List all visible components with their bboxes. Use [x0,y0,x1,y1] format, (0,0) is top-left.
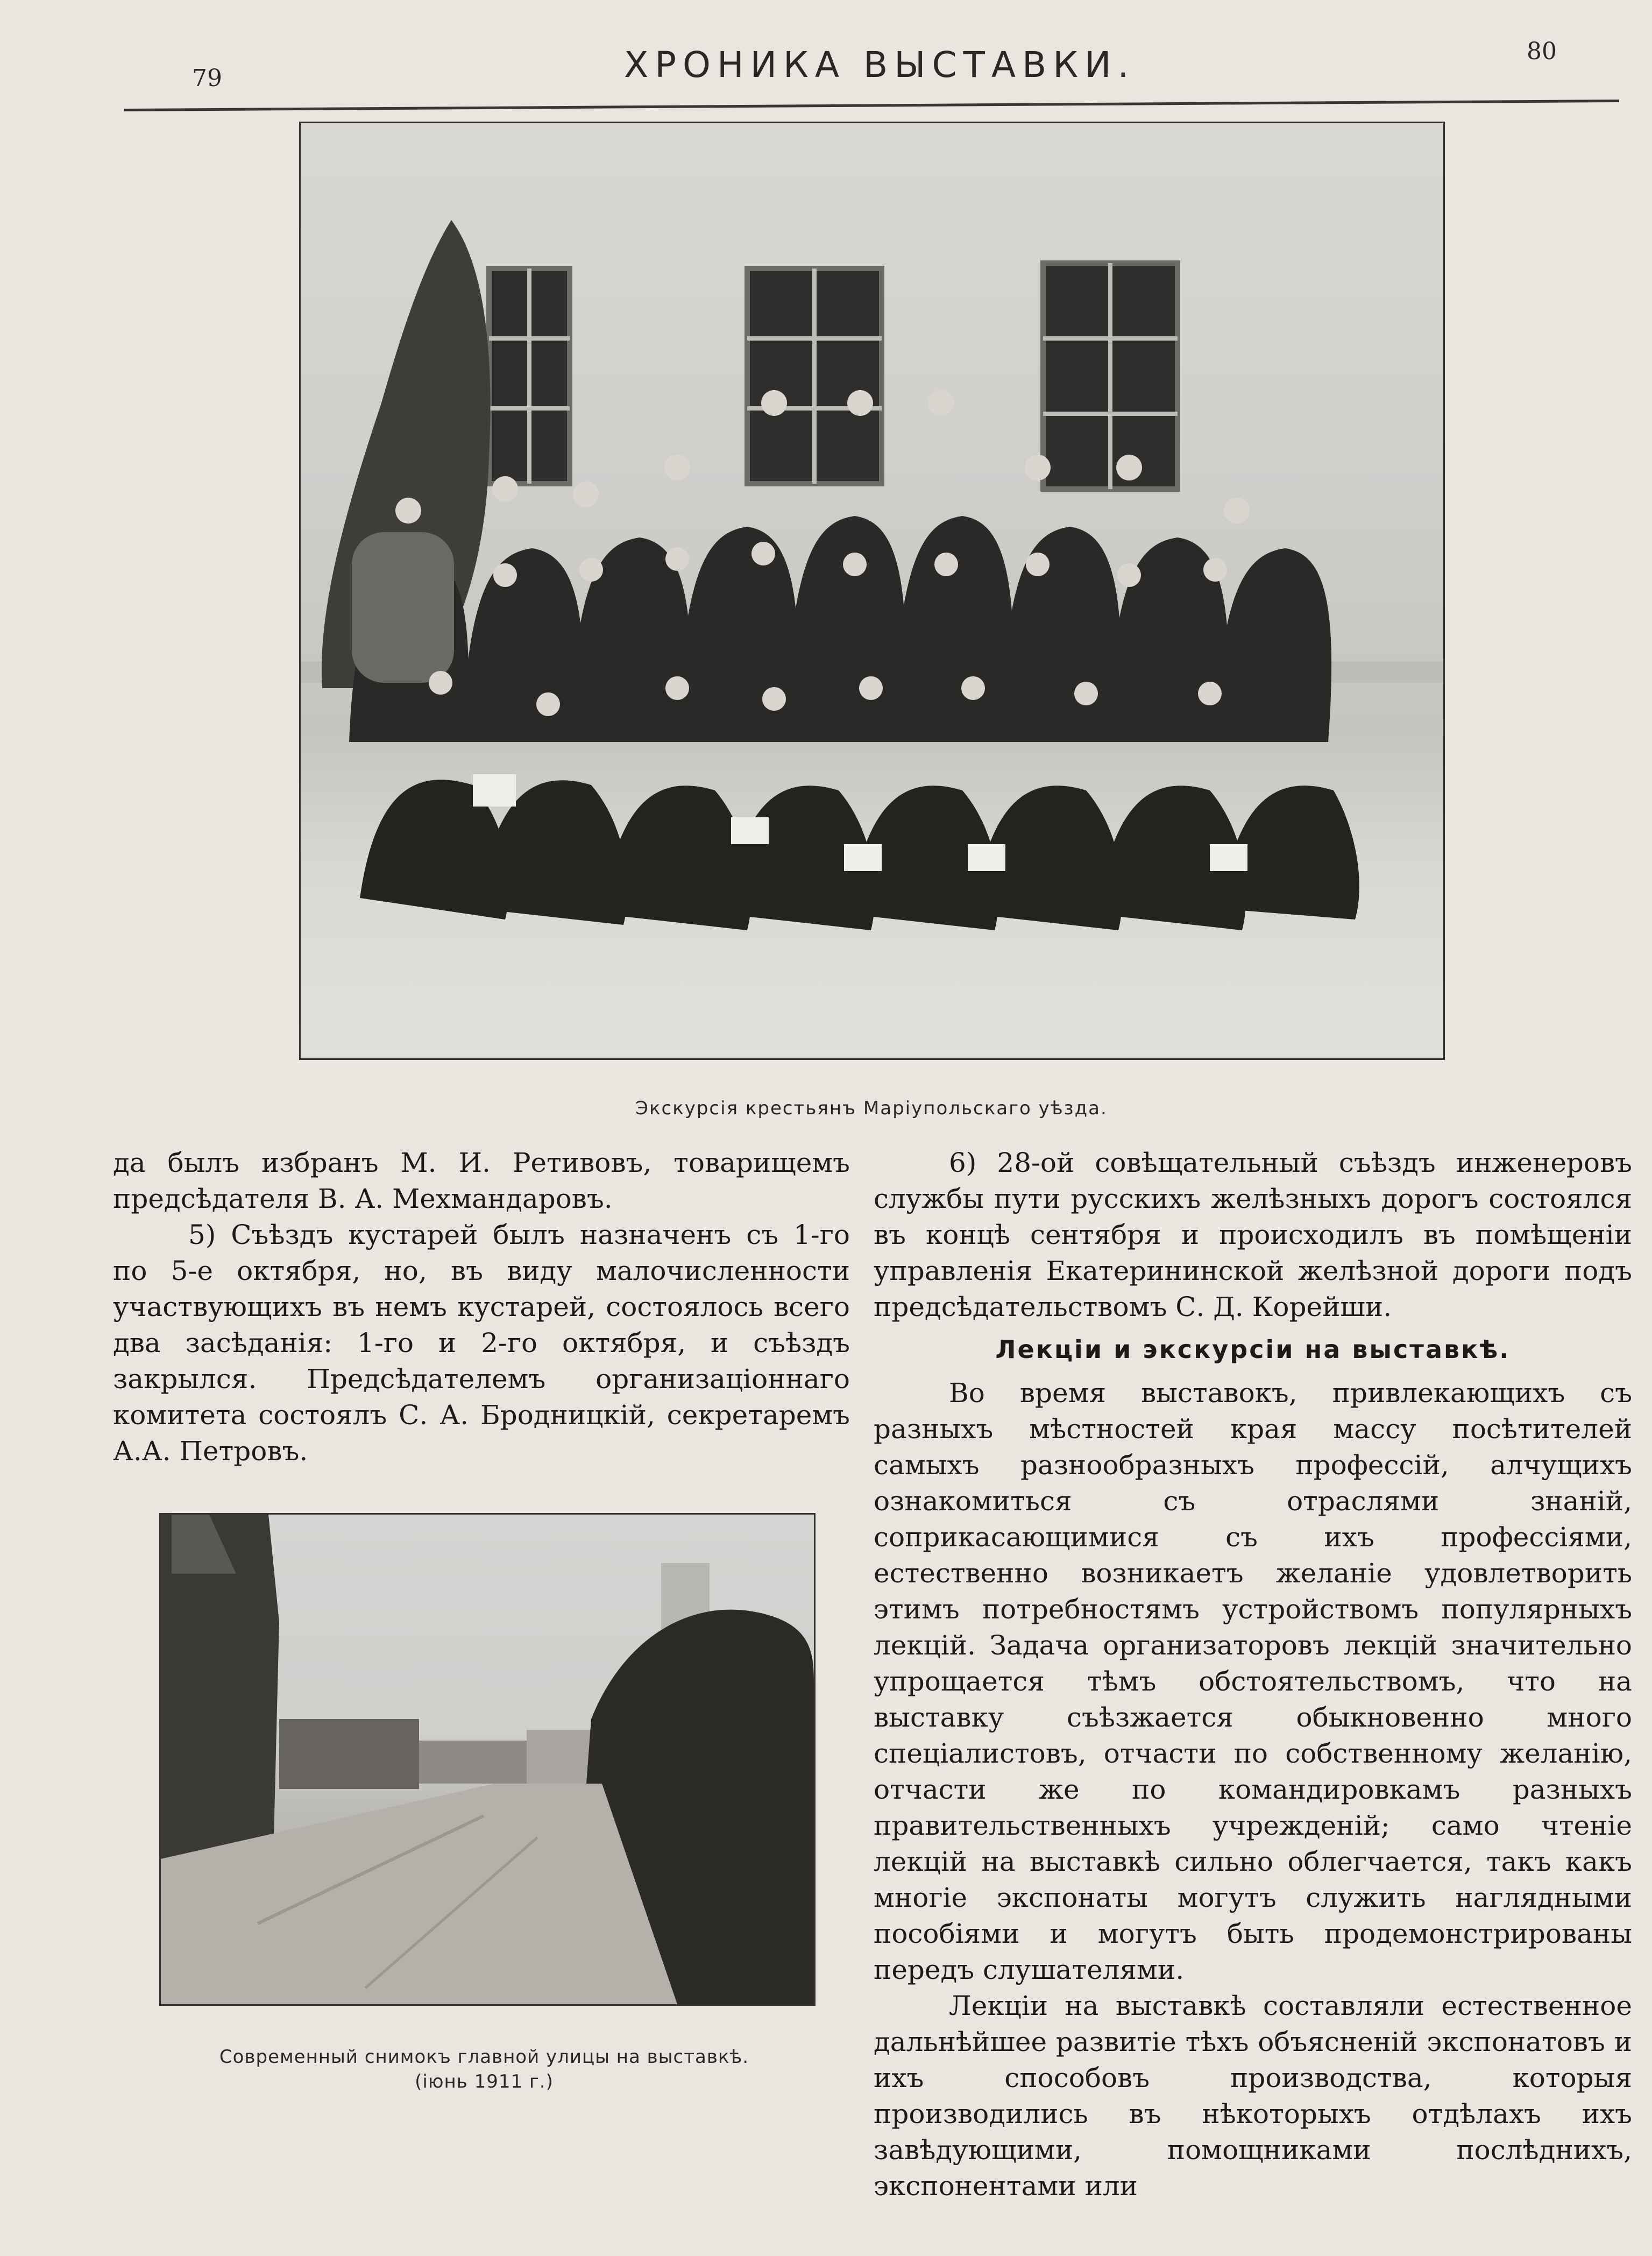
street-photo [159,1513,816,2006]
page-number-right: 80 [1527,38,1557,65]
page-number-left: 79 [192,65,222,92]
group-photo [299,122,1445,1060]
street-photo-illustration [161,1515,814,2004]
bottom-caption-line-1: Современный снимокъ главной улицы на выставкѣ. [219,2046,749,2068]
left-paragraph-1: да былъ избранъ М. И. Ретивовъ, товарищемъ предсѣдателя В. А. Мехмандаровъ. [113,1147,850,1214]
right-paragraph-2: Во время выставокъ, привлекающихъ съ разныхъ мѣстностей края массу посѣтителей самыхъ разнообразныхъ профессій, алчущихъ ознакомиться съ отраслями знаній, соприкасающимися съ ихъ профессіями, естественно возникаетъ желаніе удовлетворить этимъ потребностямъ устройствомъ популярныхъ лекцій. Задача организаторовъ лекцій значительно упрощается тѣмъ обстоятельствомъ, что на выставку съѣзжается обыкновенно много спеціалистовъ, отчасти по собственному желанію, отчасти же по командировкамъ разныхъ правительственныхъ учрежденій; само чтеніе лекцій на выставкѣ сильно облегчается, такъ какъ многіе экспонаты могутъ служить наглядными пособіями и могутъ быть продемонстрированы передъ слушателями. [874,1377,1632,1985]
top-photo-caption: Экскурсія крестьянъ Маріупольскаго уѣзда. [635,1098,1108,1119]
right-paragraph-3: Лекціи на выставкѣ составляли естественное дальнѣйшее развитіе тѣхъ объясненій экспонатовъ и ихъ способовъ производства, которыя производились въ нѣкоторыхъ отдѣлахъ ихъ завѣдующими, помощниками послѣднихъ, экспонентами или [874,1990,1632,2202]
right-paragraph-1: 6) 28-ой совѣщательный съѣздъ инженеровъ службы пути русскихъ желѣзныхъ дорогъ состоялся въ концѣ сентября и происходилъ въ помѣщеніи управленія Екатерининской желѣзной дороги подъ предсѣдательствомъ С. Д. Корейши. [874,1147,1632,1323]
header-rule [124,100,1619,111]
right-column [874,1145,1632,2204]
bottom-caption-line-2: (іюнь 1911 г.) [415,2071,554,2092]
left-paragraph-2: 5) Съѣздъ кустарей былъ назначенъ съ 1-го по 5-е октября, но, въ виду малочисленности участвующихъ въ немъ кустарей, состоялось всего два засѣданія: 1-го и 2-го октября, и съѣздъ закрылся. Предсѣдателемъ организаціоннаго комитета состоялъ С. А. Бродницкій, секретаремъ А.А. Петровъ. [113,1219,850,1467]
left-column [113,1145,850,1469]
bottom-photo-caption [156,2045,812,2094]
section-heading: Лекціи и экскурсіи на выставкѣ. [995,1335,1511,1364]
group-photo-illustration [301,123,1443,1058]
running-title: ХРОНИКА ВЫСТАВКИ. [624,44,1136,86]
